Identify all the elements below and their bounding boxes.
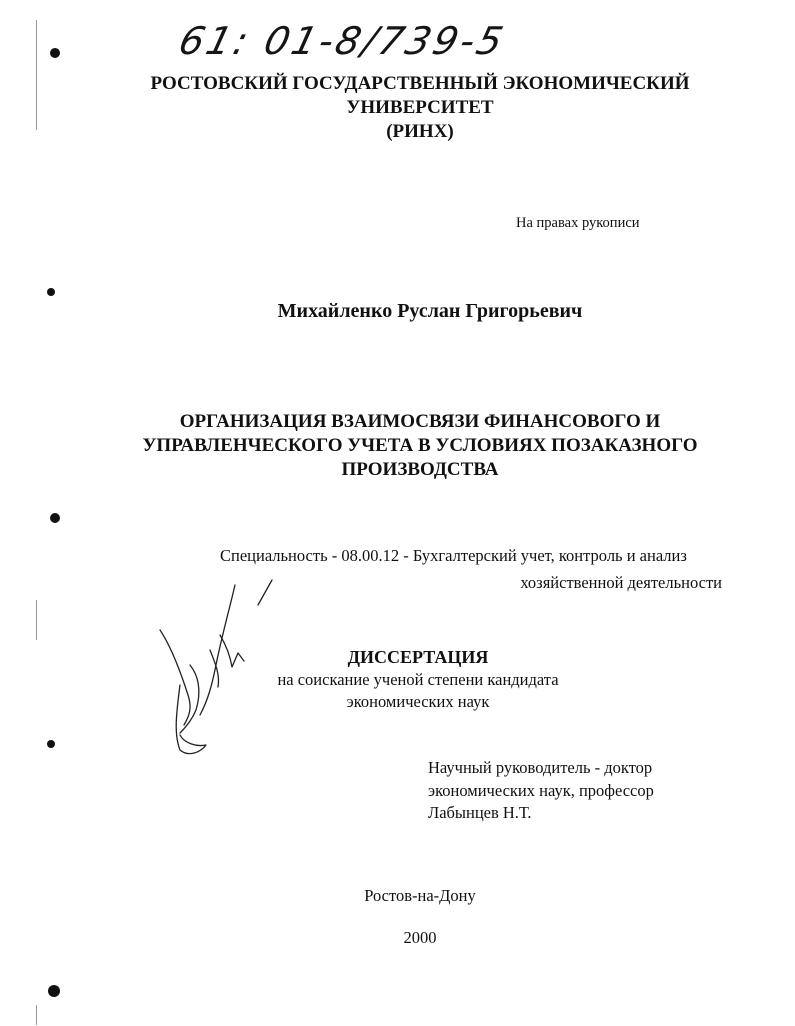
supervisor-line: Научный руководитель - доктор [428, 758, 653, 777]
dissertation-title [120, 410, 720, 482]
signature-stroke [258, 580, 272, 605]
scan-edge-line [36, 600, 37, 640]
binding-hole-icon [50, 513, 60, 523]
university-line: (РИНХ) [386, 121, 454, 142]
archive-code: 61: 01-8/739-5 [174, 19, 511, 63]
degree-line: на соискание ученой степени кандидата [277, 670, 559, 689]
scan-edge-line [36, 20, 37, 130]
author-name: Михайленко Руслан Григорьевич [277, 300, 583, 322]
binding-hole-icon [48, 985, 60, 997]
binding-hole-icon [47, 288, 55, 296]
title-line: ПРОИЗВОДСТВА [341, 459, 499, 480]
degree-line: экономических наук [346, 692, 490, 711]
supervisor-line: Лабынцев Н.Т. [428, 803, 532, 822]
signature-stroke [160, 630, 190, 725]
city: Ростов-на-Дону [364, 886, 476, 905]
university-name [120, 72, 720, 144]
manuscript-rights: На правах рукописи [516, 215, 640, 231]
scan-edge-line [36, 1005, 37, 1025]
title-line: УПРАВЛЕНЧЕСКОГО УЧЕТА В УСЛОВИЯХ ПОЗАКАЗНОГО [142, 435, 698, 456]
year: 2000 [403, 928, 437, 947]
signature-stroke [220, 635, 244, 667]
university-line: УНИВЕРСИТЕТ [346, 97, 494, 118]
supervisor-line: экономических наук, профессор [428, 780, 654, 800]
binding-hole-icon [50, 48, 60, 58]
specialty-line: Специальность - 08.00.12 - Бухгалтерский учет, контроль и анализ [220, 546, 687, 565]
university-line: РОСТОВСКИЙ ГОСУДАРСТВЕННЫЙ ЭКОНОМИЧЕСКИЙ [150, 73, 690, 94]
binding-hole-icon [47, 740, 55, 748]
signature-stroke [210, 650, 219, 687]
title-line: ОРГАНИЗАЦИЯ ВЗАИМОСВЯЗИ ФИНАНСОВОГО И [179, 411, 661, 432]
specialty-line: хозяйственной деятельности [520, 573, 722, 592]
dissertation-heading: ДИССЕРТАЦИЯ [347, 647, 489, 667]
scientific-supervisor [428, 757, 654, 825]
